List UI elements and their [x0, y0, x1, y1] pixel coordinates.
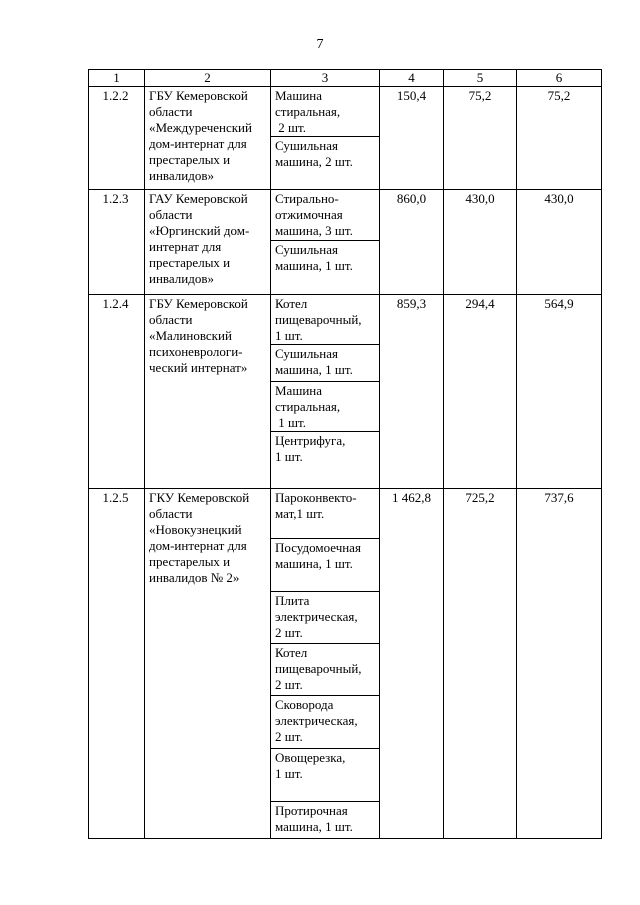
equipment-line: Котел — [275, 645, 308, 660]
amount-v3: 75,2 — [517, 87, 602, 190]
equipment-list — [271, 87, 380, 190]
amount-v2: 430,0 — [444, 190, 517, 295]
organization-line: инвалидов» — [149, 168, 214, 183]
equipment-line: Пароконвекто- — [275, 490, 357, 505]
organization-line: инвалидов» — [149, 271, 214, 286]
equipment-line: Машина — [275, 383, 323, 398]
equipment-line: 1 шт. — [275, 415, 306, 430]
organization-line: психоневрологи- — [149, 344, 243, 359]
amount-v3: 430,0 — [517, 190, 602, 295]
organization-line: ческий интернат» — [149, 360, 248, 375]
amount-v1: 859,3 — [380, 295, 444, 489]
table-row — [89, 87, 602, 190]
equipment-line: Плита — [275, 593, 310, 608]
column-header: 6 — [517, 70, 602, 87]
equipment-item — [271, 432, 379, 487]
organization-line: интернат для — [149, 239, 222, 254]
equipment-item — [271, 382, 379, 432]
row-number: 1.2.2 — [89, 87, 145, 190]
organization-line: области — [149, 506, 193, 521]
row-number: 1.2.3 — [89, 190, 145, 295]
equipment-line: 2 шт. — [275, 729, 303, 744]
equipment-line: пищеварочный, — [275, 661, 362, 676]
amount-v1: 150,4 — [380, 87, 444, 190]
equipment-line: Сушильная — [275, 138, 338, 153]
data-table — [88, 69, 602, 839]
equipment-item — [271, 489, 379, 539]
organization-line: «Междуреченский — [149, 120, 252, 135]
organization-line: области — [149, 312, 193, 327]
equipment-line: машина, 1 шт. — [275, 258, 353, 273]
equipment-line: 2 шт. — [275, 120, 306, 135]
equipment-item — [271, 592, 379, 644]
page-number: 7 — [316, 37, 324, 52]
organization-line: престарелых и — [149, 255, 231, 270]
organization-line: престарелых и — [149, 554, 231, 569]
equipment-item — [271, 539, 379, 592]
equipment-line: машина, 2 шт. — [275, 154, 353, 169]
equipment-item — [271, 644, 379, 696]
amount-v2: 294,4 — [444, 295, 517, 489]
equipment-line: мат,1 шт. — [275, 506, 325, 521]
equipment-line: 1 шт. — [275, 766, 303, 781]
equipment-list — [271, 295, 380, 489]
amount-v2: 75,2 — [444, 87, 517, 190]
organization-line: ГБУ Кемеровской — [149, 296, 248, 311]
equipment-line: Сковорода — [275, 697, 334, 712]
equipment-item — [271, 241, 379, 294]
table-row — [89, 295, 602, 489]
organization-name — [145, 489, 271, 839]
organization-name — [145, 87, 271, 190]
organization-line: дом-интернат для — [149, 136, 247, 151]
organization-line: области — [149, 104, 193, 119]
equipment-list — [271, 489, 380, 839]
equipment-line: Центрифуга, — [275, 433, 346, 448]
equipment-line: Стирально- — [275, 191, 339, 206]
equipment-line: Машина — [275, 88, 323, 103]
column-header: 1 — [89, 70, 145, 87]
amount-v2: 725,2 — [444, 489, 517, 839]
organization-line: инвалидов № 2» — [149, 570, 240, 585]
organization-line: «Новокузнецкий — [149, 522, 242, 537]
table-header-row — [89, 70, 602, 87]
equipment-item — [271, 190, 379, 241]
equipment-item — [271, 87, 379, 137]
table-row — [89, 489, 602, 839]
amount-v3: 564,9 — [517, 295, 602, 489]
equipment-line: Посудомоечная — [275, 540, 361, 555]
organization-line: престарелых и — [149, 152, 231, 167]
organization-line: ГАУ Кемеровской — [149, 191, 248, 206]
equipment-line: Котел — [275, 296, 308, 311]
equipment-line: стиральная, — [275, 104, 341, 119]
equipment-item — [271, 345, 379, 382]
organization-name — [145, 295, 271, 489]
equipment-item — [271, 696, 379, 749]
amount-v1: 860,0 — [380, 190, 444, 295]
amount-v1: 1 462,8 — [380, 489, 444, 839]
equipment-line: машина, 3 шт. — [275, 223, 353, 238]
equipment-line: машина, 1 шт. — [275, 556, 353, 571]
equipment-line: 2 шт. — [275, 625, 303, 640]
organization-line: дом-интернат для — [149, 538, 247, 553]
organization-line: области — [149, 207, 193, 222]
equipment-line: 1 шт. — [275, 328, 303, 343]
organization-line: «Юргинский дом- — [149, 223, 250, 238]
column-header: 3 — [271, 70, 380, 87]
column-header: 5 — [444, 70, 517, 87]
organization-line: ГБУ Кемеровской — [149, 88, 248, 103]
equipment-item — [271, 137, 379, 189]
column-header: 4 — [380, 70, 444, 87]
equipment-line: стиральная, — [275, 399, 341, 414]
equipment-line: 1 шт. — [275, 449, 303, 464]
equipment-item — [271, 295, 379, 345]
equipment-list — [271, 190, 380, 295]
amount-v3: 737,6 — [517, 489, 602, 839]
organization-name — [145, 190, 271, 295]
row-number: 1.2.5 — [89, 489, 145, 839]
equipment-line: Протирочная — [275, 803, 348, 818]
equipment-line: Сушильная — [275, 346, 338, 361]
equipment-line: электрическая, — [275, 713, 358, 728]
equipment-line: пищеварочный, — [275, 312, 362, 327]
equipment-line: 2 шт. — [275, 677, 303, 692]
row-number: 1.2.4 — [89, 295, 145, 489]
equipment-line: Овощерезка, — [275, 750, 346, 765]
organization-line: ГКУ Кемеровской — [149, 490, 250, 505]
equipment-line: машина, 1 шт. — [275, 362, 353, 377]
organization-line: «Малиновский — [149, 328, 232, 343]
equipment-line: отжимочная — [275, 207, 343, 222]
table-row — [89, 190, 602, 295]
equipment-line: электрическая, — [275, 609, 358, 624]
equipment-line: машина, 1 шт. — [275, 819, 353, 834]
column-header: 2 — [145, 70, 271, 87]
equipment-item — [271, 749, 379, 802]
equipment-line: Сушильная — [275, 242, 338, 257]
equipment-item — [271, 802, 379, 837]
